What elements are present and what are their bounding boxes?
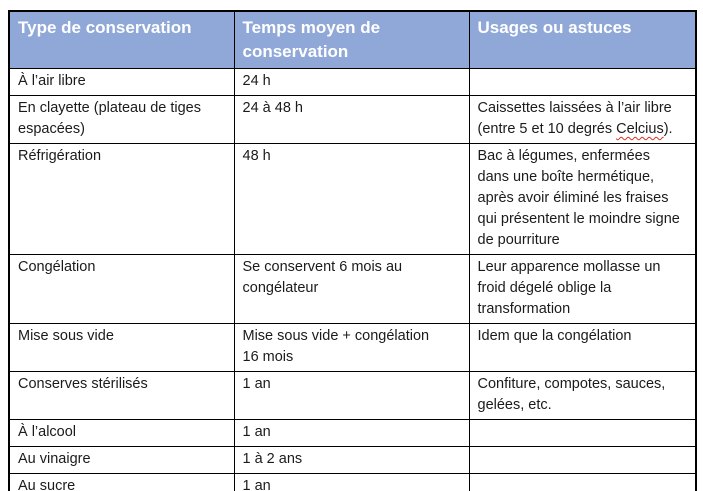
type-cell: Au vinaigre bbox=[9, 447, 234, 474]
usage-cell: Leur apparence mollasse un froid dégelé oblige la transformation bbox=[469, 255, 696, 324]
usage-cell: Bac à légumes, enfermées dans une boîte hermétique, après avoir éliminé les fraises qui présentent le moindre signe de pourriture bbox=[469, 144, 696, 255]
type-cell: Au sucre bbox=[9, 474, 234, 491]
duration-cell: 1 an bbox=[234, 474, 469, 491]
duration-cell: Mise sous vide + congélation 16 mois bbox=[234, 324, 469, 372]
usage-cell: Idem que la congélation bbox=[469, 324, 696, 372]
table-row bbox=[9, 96, 696, 144]
header-type: Type de conservation bbox=[9, 11, 234, 69]
duration-cell: 1 an bbox=[234, 372, 469, 420]
duration-cell: 24 à 48 h bbox=[234, 96, 469, 144]
table-row bbox=[9, 255, 696, 324]
table-row bbox=[9, 69, 696, 96]
type-cell: Réfrigération bbox=[9, 144, 234, 255]
table-row bbox=[9, 324, 696, 372]
usage-cell bbox=[469, 69, 696, 96]
duration-cell: 48 h bbox=[234, 144, 469, 255]
usage-cell: Caissettes laissées à l’air libre (entre 5 et 10 degrés Celcius). bbox=[469, 96, 696, 144]
usage-cell bbox=[469, 474, 696, 491]
table-row bbox=[9, 474, 696, 491]
misspelled-word: Celcius bbox=[616, 121, 664, 137]
table-row bbox=[9, 447, 696, 474]
usage-cell bbox=[469, 420, 696, 447]
header-usage: Usages ou astuces bbox=[469, 11, 696, 69]
duration-cell: 24 h bbox=[234, 69, 469, 96]
header-duration: Temps moyen de conservation bbox=[234, 11, 469, 69]
table-body bbox=[9, 69, 696, 491]
type-cell: Conserves stérilisés bbox=[9, 372, 234, 420]
type-cell: À l’alcool bbox=[9, 420, 234, 447]
conservation-table bbox=[8, 10, 697, 491]
usage-cell bbox=[469, 447, 696, 474]
type-cell: À l’air libre bbox=[9, 69, 234, 96]
table-header bbox=[9, 11, 696, 69]
usage-cell: Confiture, compotes, sauces, gelées, etc. bbox=[469, 372, 696, 420]
duration-cell: Se conservent 6 mois au congélateur bbox=[234, 255, 469, 324]
duration-cell: 1 à 2 ans bbox=[234, 447, 469, 474]
table-row bbox=[9, 144, 696, 255]
type-cell: Congélation bbox=[9, 255, 234, 324]
header-row bbox=[9, 11, 696, 69]
type-cell: Mise sous vide bbox=[9, 324, 234, 372]
duration-cell: 1 an bbox=[234, 420, 469, 447]
table-row bbox=[9, 420, 696, 447]
type-cell: En clayette (plateau de tiges espacées) bbox=[9, 96, 234, 144]
table-row bbox=[9, 372, 696, 420]
